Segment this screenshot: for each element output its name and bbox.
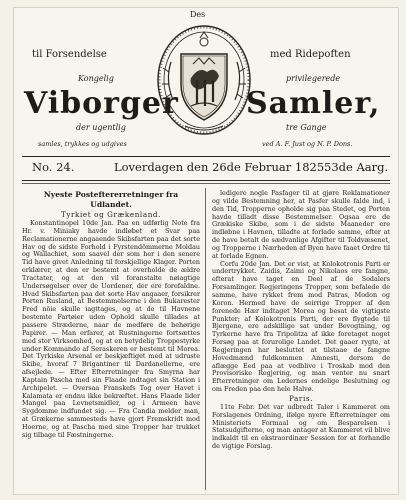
section-subheading: Tyrkiet og Grækenland. [60,210,162,219]
masthead-title-left: Viborger [24,86,179,121]
masthead-left-line2: Kongelig [78,74,114,83]
right-column [212,190,390,490]
masthead-left-line4: samles, trykkes og udgives [38,140,127,148]
dateline-bottom-rule [22,180,390,181]
article-paragraph: Konstantinopel 10de Jan. Paa en udførlig Note fra Hr. v. Miniaky havde indløbet et Svar paa Reclamationerne angaaende Skibsfarten paa det sorte Hav og de sidste Forhold i Fyrstendömmerne Moldau og Wallachiet, som saavel der som her i den senere Tid have givet Anledning til forskjellige Klager. Porten erklærer, at den er bestemt at overholde de ældre Tractater, og at den vil foranstalte nøiagtige Undersøgelser over de Uordener, der ere forefaldne. Hvad Skibsfarten paa det sorte Hav angaaer, forsikrer Porten Rusland, at Bestemmelserne i den Bukarester Fred nöie skulle iagttages, og at de til Havnene bestemte Fartøier uden Ophold skulle tillades at passere Stræderne, naar de medføre de behørige Papirer. — Man erfarer, at Rustningerne fortsættes med stor Virksomhed, og at en betydelig Troppestyrke under Kommando af Seraskeren er bestemt til Morea. Det Tyrkiske Arsenal er beskjæftiget med at udruste Skibe, hvoraf 7 Brigantiner til Dardanellerne, ere afsejlede. — Efter Efterretninger fra Smyrna har Kaptain Pascha med sin Flaade indtaget sin Station i Archipelet. — Oversaa Franskefs Tog over Havet i Kalamata er endnu ikke bekræftet. Hans Flaade lider Mangel paa Levnetsmidler, og i Armeen have Sygdomme indfundet sig. — Fra Candia melder man, at Grækerne sammesteds have gjort Fremskridt mod Hoerne, og at Pascha med sine Tropper har trukket sig tilbage til Fæstningerne. [22,219,200,439]
issue-number: No. 24. [32,160,75,174]
dateline-top-rule [22,156,390,157]
article-paragraph: ledigere nogle Pasfager til at gjøre Reklamationer og vilde Bestemning her, at Pasfer skulle falde ind, i den Tid, Tropperne opholde sig paa Stedet, og Porten havde tilladt disse Bestemmelser. Ogsaa ere de Grækiske Skibe, som i de sidste Maaneder ere indløbne i Havnen, tilladte at forlade samme, efter at de have betalt de sædvanlige Afgifter til Toldvæsenet, og Tropperne i Nærheden af Byen have faaet Ordre til at forlade Egnen. [212,190,390,260]
dateline-bottom-rule-thin [22,183,390,184]
volume-number: 53de Aarg. [324,160,389,174]
masthead-right-line1: med Ridepoften [270,49,351,60]
masthead-left-line1: til Forsendelse [32,49,107,60]
dateline-city-heading: Paris. [288,393,314,403]
viborg-seal-emblem [155,22,253,136]
masthead-right-line4: ved A. F. Just og N. P. Dons. [262,140,353,148]
dateline [22,158,390,178]
masthead-left-line3: der ugentlig [76,123,126,132]
article-paragraph: 11te Febr. Det var udbredt Taler i Kammeret om Forslagenes Ordning, ifølge nyere Efterretninger om Ministeriets Formaal og om Besparelsen i Statsudgifterne, og man antager at Kammeret vil blive indkaldt til en ekstraordinær Session for at forhandle de vigtige Forslag. [212,402,390,451]
section-heading: Nyeste Posteftererretninger fra Udlandet. [43,190,179,209]
column-divider [205,188,206,490]
masthead-title-right: Samler, [246,86,381,121]
masthead-top-word: Des [190,10,206,19]
article-paragraph: Corfu 20de Jan. Det er vist, at Kolokotronis Parti er undertrykket. Zaidis, Zaimi og Nikolaos ere fangne, efterat have taget en Deel af de Sodalers Forsamlinger. Regjeringens Tropper, som befalede de samme, have rykket frem mod Patras, Modon og Koron. Hermed have de seirrige Tropper af den forenede Hær indtaget Morea og besat de vigtigste Punkter; af Kolokotronis Parti, der ere flygtede til Bjergene, ere adskillige sat under Bevogtning, og Tyrkerne have fra Tripolitza af ikke foretaget noget Forsøg paa at forurolige Landet. Det gaaer rygte, at Regjeringen har besluttet at tilstaae de fangne Hovedmænd fuldkommen Amnesti, dersom de aflægge Eed paa at vedblive i Troskab mod den Provisoriske Regjering, og man venter nu snart Efterretninger om Ledernes endelige Beslutning og om Freden paa den hele Halvø. [212,259,390,394]
issue-date: Loverdagen den 26de Februar 1825. [114,160,328,174]
masthead-right-line3: tre Gange [286,123,327,132]
masthead-right-line2: privilegerede [286,74,341,83]
left-column [22,190,200,490]
newspaper-page [14,8,398,494]
